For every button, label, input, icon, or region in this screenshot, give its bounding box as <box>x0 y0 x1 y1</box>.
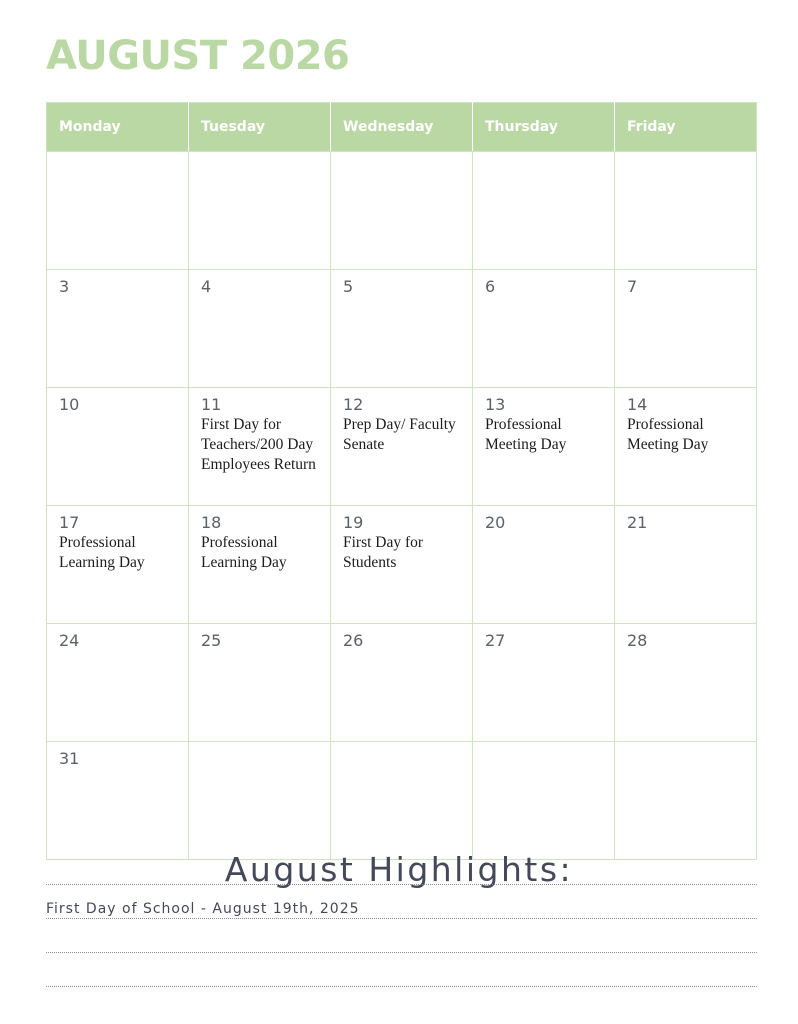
day-number: 7 <box>627 277 638 296</box>
week-row <box>47 152 757 270</box>
day-number: 27 <box>485 631 506 650</box>
week-row <box>47 270 757 388</box>
day-number: 3 <box>59 277 70 296</box>
highlights-heading: August Highlights: <box>224 850 574 889</box>
weekday-header-friday: Friday <box>615 103 757 152</box>
week-row <box>47 388 757 506</box>
week-row <box>47 742 757 860</box>
day-cell <box>331 742 473 860</box>
day-number: 5 <box>343 277 354 296</box>
day-number: 20 <box>485 513 506 532</box>
highlight-entry: First Day of School - August 19th, 2025 <box>46 901 360 917</box>
day-cell <box>189 388 331 506</box>
day-cell <box>615 388 757 506</box>
day-number: 25 <box>201 631 222 650</box>
day-number: 31 <box>59 749 80 768</box>
weekday-header-row <box>47 103 757 152</box>
day-event: First Day for Teachers/200 Day Employees Return <box>201 416 316 473</box>
day-cell <box>615 742 757 860</box>
day-number: 19 <box>343 513 364 532</box>
day-number: 14 <box>627 395 648 414</box>
day-number: 17 <box>59 513 80 532</box>
day-cell <box>473 624 615 742</box>
day-event: Professional Meeting Day <box>627 416 709 453</box>
day-cell <box>47 388 189 506</box>
day-cell <box>189 506 331 624</box>
day-cell <box>331 388 473 506</box>
day-cell <box>615 152 757 270</box>
day-number: 11 <box>201 395 222 414</box>
day-cell <box>47 624 189 742</box>
weekday-header-thursday: Thursday <box>473 103 615 152</box>
day-cell <box>47 152 189 270</box>
day-cell <box>615 506 757 624</box>
day-cell <box>473 506 615 624</box>
highlights-rule <box>46 884 757 885</box>
day-cell <box>331 506 473 624</box>
day-cell <box>189 742 331 860</box>
day-cell <box>189 270 331 388</box>
day-number: 26 <box>343 631 364 650</box>
day-cell <box>473 742 615 860</box>
day-event: Prep Day/ Faculty Senate <box>343 416 456 453</box>
weekday-header-wednesday: Wednesday <box>331 103 473 152</box>
day-number: 4 <box>201 277 212 296</box>
day-event: First Day for Students <box>343 534 424 571</box>
week-row <box>47 506 757 624</box>
highlights-rule <box>46 986 757 987</box>
day-number: 10 <box>59 395 80 414</box>
weekday-header-monday: Monday <box>47 103 189 152</box>
week-row <box>47 624 757 742</box>
day-cell <box>331 624 473 742</box>
day-cell <box>615 270 757 388</box>
page-title: AUGUST 2026 <box>46 33 350 79</box>
day-number: 24 <box>59 631 80 650</box>
calendar-grid <box>46 102 757 860</box>
day-cell <box>473 270 615 388</box>
day-cell <box>331 270 473 388</box>
day-cell <box>47 270 189 388</box>
day-cell <box>473 152 615 270</box>
day-number: 18 <box>201 513 222 532</box>
day-number: 12 <box>343 395 364 414</box>
day-cell <box>615 624 757 742</box>
day-cell <box>331 152 473 270</box>
day-cell <box>47 506 189 624</box>
day-event: Professional Meeting Day <box>485 416 567 453</box>
weekday-header-tuesday: Tuesday <box>189 103 331 152</box>
day-event: Professional Learning Day <box>201 534 287 571</box>
day-cell <box>189 152 331 270</box>
highlights-rule <box>46 952 757 953</box>
day-cell <box>189 624 331 742</box>
day-number: 13 <box>485 395 506 414</box>
highlights-rule <box>46 918 757 919</box>
day-cell <box>47 742 189 860</box>
day-event: Professional Learning Day <box>59 534 145 571</box>
day-number: 21 <box>627 513 648 532</box>
day-number: 6 <box>485 277 496 296</box>
day-cell <box>473 388 615 506</box>
day-number: 28 <box>627 631 648 650</box>
